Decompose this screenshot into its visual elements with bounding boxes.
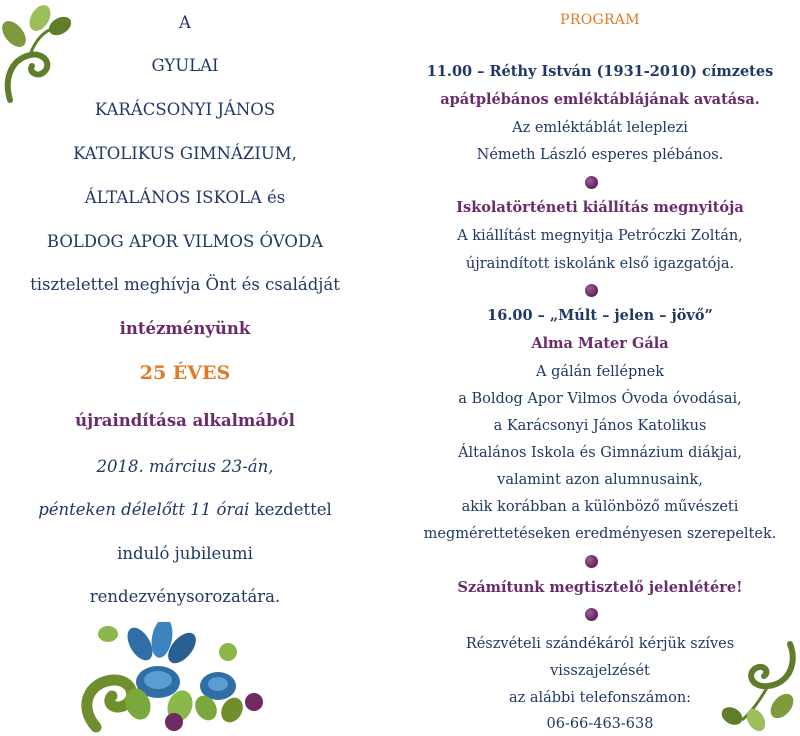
event1-text-line1: Az emléktáblát leleplezi	[512, 120, 688, 136]
invite-line-25-eves: 25 ÉVES	[139, 362, 231, 384]
event2-text-line2: újraindított iskolánk első igazgatója.	[465, 256, 735, 272]
invite-line-intezmenyunk: intézményünk	[119, 319, 251, 338]
rsvp-phone: 06-66-463-638	[546, 716, 654, 732]
event3-title-line2: Alma Mater Gála	[531, 335, 669, 352]
separator-dot	[585, 176, 598, 189]
separator-dot	[585, 608, 598, 621]
event3-text-line4: Általános Iskola és Gimnázium diákjai,	[458, 445, 742, 461]
invite-line-altalanos: ÁLTALÁNOS ISKOLA és	[84, 188, 286, 207]
event1-text-line2: Németh László esperes plébános.	[476, 147, 724, 163]
event2-text-line1: A kiállítást megnyitja Petróczki Zoltán,	[457, 228, 743, 244]
invite-line-alkalmabol: újraindítása alkalmából	[75, 411, 295, 430]
event3-text-line2: a Boldog Apor Vilmos Óvoda óvodásai,	[458, 391, 742, 407]
event1-title-line1: 11.00 – Réthy István (1931-2010) címzetes	[426, 63, 774, 80]
rsvp-line3: az alábbi telefonszámon:	[508, 690, 692, 706]
event2-title: Iskolatörténeti kiállítás megnyitója	[456, 199, 744, 216]
invite-line-date: 2018. március 23-án,	[96, 457, 274, 476]
invite-line-karacsonyi: KARÁCSONYI JÁNOS	[94, 100, 276, 119]
invite-line-rendezveny: rendezvénysorozatára.	[89, 587, 281, 606]
rsvp-line2: visszajelzését	[550, 663, 650, 679]
event3-text-line6: akik korábban a különböző művészeti	[461, 499, 739, 515]
program-heading: PROGRAM	[560, 12, 640, 28]
invite-time-rest: kezdettel	[249, 500, 332, 519]
separator-dot	[585, 555, 598, 568]
event3-text-line3: a Karácsonyi János Katolikus	[493, 418, 707, 434]
invite-line-meghivja: tisztelettel meghívja Önt és családját	[30, 275, 340, 294]
rsvp-line1: Részvételi szándékáról kérjük szíves	[465, 636, 735, 652]
flower-cluster-ornament-bottom-left	[78, 622, 278, 734]
invite-line-gimnazium: KATOLIKUS GIMNÁZIUM,	[73, 144, 297, 163]
invite-line-a: A	[179, 13, 191, 32]
event3-text-line7: megmérettetéseken eredményesen szerepeltek.	[423, 526, 777, 542]
event3-text-line5: valamint azon alumnusaink,	[497, 472, 703, 488]
separator-dot	[585, 284, 598, 297]
invite-line-ovoda: BOLDOG APOR VILMOS ÓVODA	[46, 232, 324, 251]
leaf-swirl-ornament-top-left	[0, 0, 80, 110]
invite-time-italic: pénteken délelőtt 11 órai	[38, 500, 250, 519]
event3-text-line1: A gálán fellépnek	[535, 364, 665, 380]
event1-title-line2: apátplébános emléktáblájának avatása.	[440, 91, 760, 108]
invite-line-time	[0, 499, 370, 521]
leaf-swirl-ornament-bottom-right	[712, 636, 798, 734]
closing-line: Számítunk megtisztelő jelenlétére!	[457, 579, 743, 596]
event3-title-line1: 16.00 – „Múlt – jelen – jövő”	[487, 307, 713, 324]
invite-line-indulo: induló jubileumi	[117, 544, 253, 563]
invite-line-gyulai: GYULAI	[151, 56, 219, 75]
program-right-column	[400, 0, 800, 736]
